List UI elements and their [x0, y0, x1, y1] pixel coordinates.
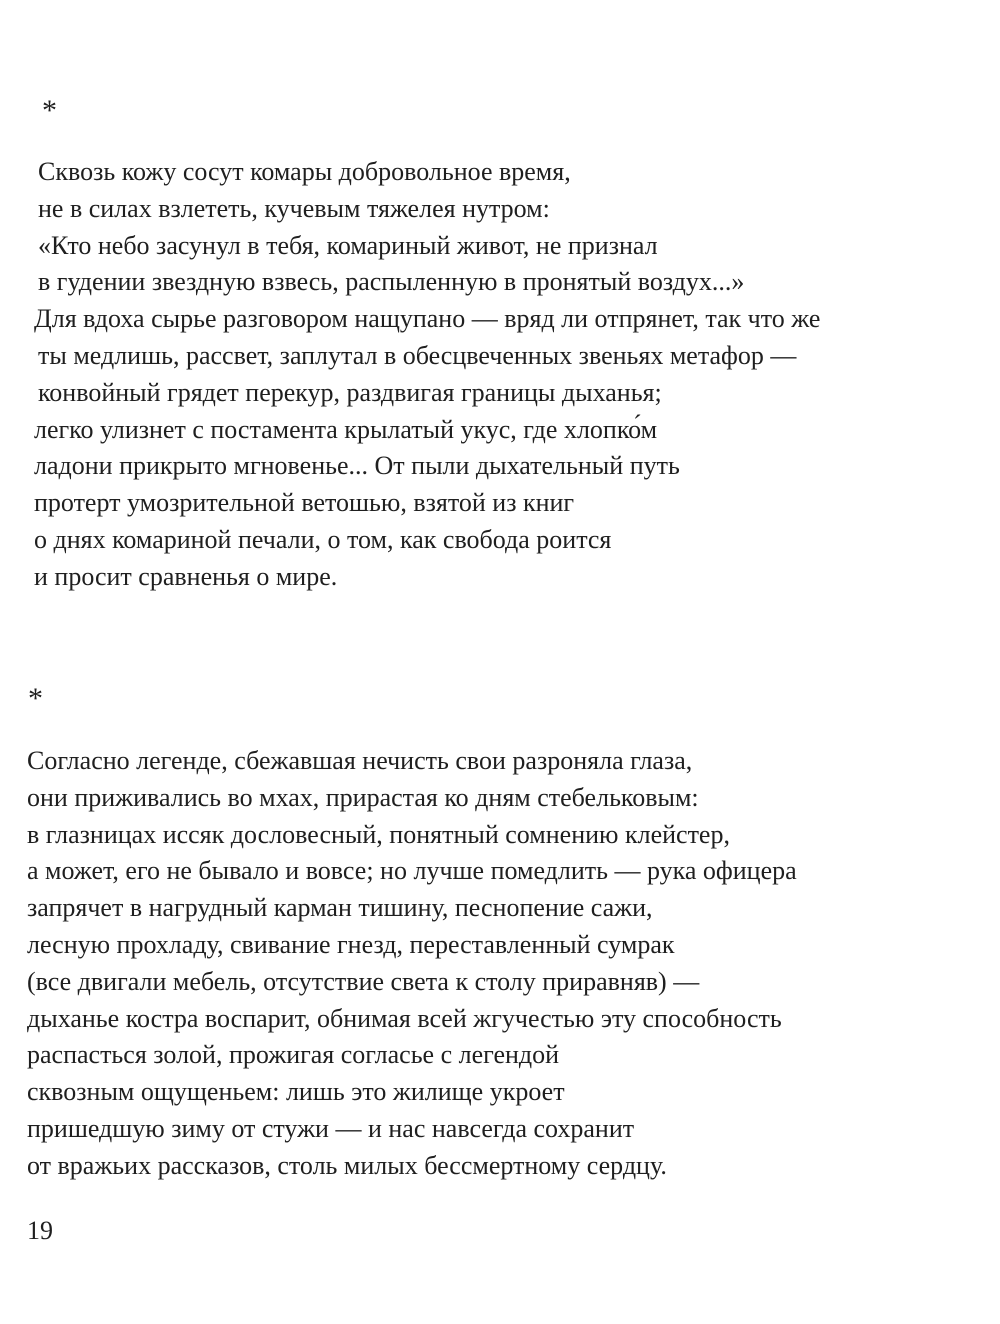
poem-2-line: сквозным ощущеньем: лишь это жилище укроет — [27, 1077, 565, 1107]
poem-1-line: Сквозь кожу сосут комары добровольное время, — [38, 157, 571, 186]
poem-1-line: в гудении звездную взвесь, распыленную в пронятый воздух...» — [38, 267, 745, 297]
poem-1-line: ладони прикрыто мгновенье... От пыли дыхательный путь — [34, 451, 680, 481]
poem-2-line: Согласно легенде, сбежавшая нечисть свои разроняла глаза, — [27, 746, 693, 775]
poem-2-line: распасться золой, прожигая согласье с легендой — [27, 1040, 560, 1070]
poem-2-line: дыханье костра воспарит, обнимая всей жгучестью эту способность — [27, 1003, 782, 1033]
poem-1-line: «Кто небо засунул в тебя, комариный живот, не признал — [38, 230, 658, 260]
poem-1-line: не в силах взлететь, кучевым тяжелея нутром: — [38, 193, 550, 223]
poem-1-line: протерт умозрительной ветошью, взятой из книг — [34, 488, 575, 518]
poem-1-line: легко улизнет с постамента крылатый укус, где хлопко́м — [34, 414, 658, 444]
poem-2-asterisk: * — [28, 682, 43, 715]
page-number: 19 — [27, 1216, 53, 1245]
poem-1-line: Для вдоха сырье разговором нащупано — вряд ли отпрянет, так что же — [34, 304, 821, 334]
poem-1-stanza — [34, 154, 821, 596]
poem-1-asterisk: * — [42, 94, 57, 127]
poem-1-line: конвойный грядет перекур, раздвигая границы дыханья; — [38, 377, 662, 407]
poem-2-line: в глазницах иссяк дословесный, понятный сомнению клейстер, — [27, 819, 730, 849]
poem-1-line: и просит сравненья о мире. — [34, 561, 338, 591]
poem-2-line: пришедшую зиму от стужи — и нас навсегда сохранит — [27, 1113, 635, 1143]
poem-1-line: ты медлишь, рассвет, заплутал в обесцвеченных звеньях метафор — — [38, 340, 797, 370]
poem-2-stanza — [27, 743, 797, 1185]
poem-2-line: запрячет в нагрудный карман тишину, песнопение сажи, — [27, 893, 653, 923]
poem-1-line: о днях комариной печали, о том, как свобода роится — [34, 524, 612, 554]
poem-2-line: они приживались во мхах, прирастая ко дням стебельковым: — [27, 782, 699, 812]
poem-2-line: от вражьих рассказов, столь милых бессмертному сердцу. — [27, 1150, 667, 1180]
poem-2-line: (все двигали мебель, отсутствие света к столу приравняв) — — [27, 966, 700, 996]
poem-2-line: а может, его не бывало и вовсе; но лучше помедлить — рука офицера — [27, 856, 797, 886]
poem-2-line: лесную прохладу, свивание гнезд, переставленный сумрак — [27, 929, 675, 959]
